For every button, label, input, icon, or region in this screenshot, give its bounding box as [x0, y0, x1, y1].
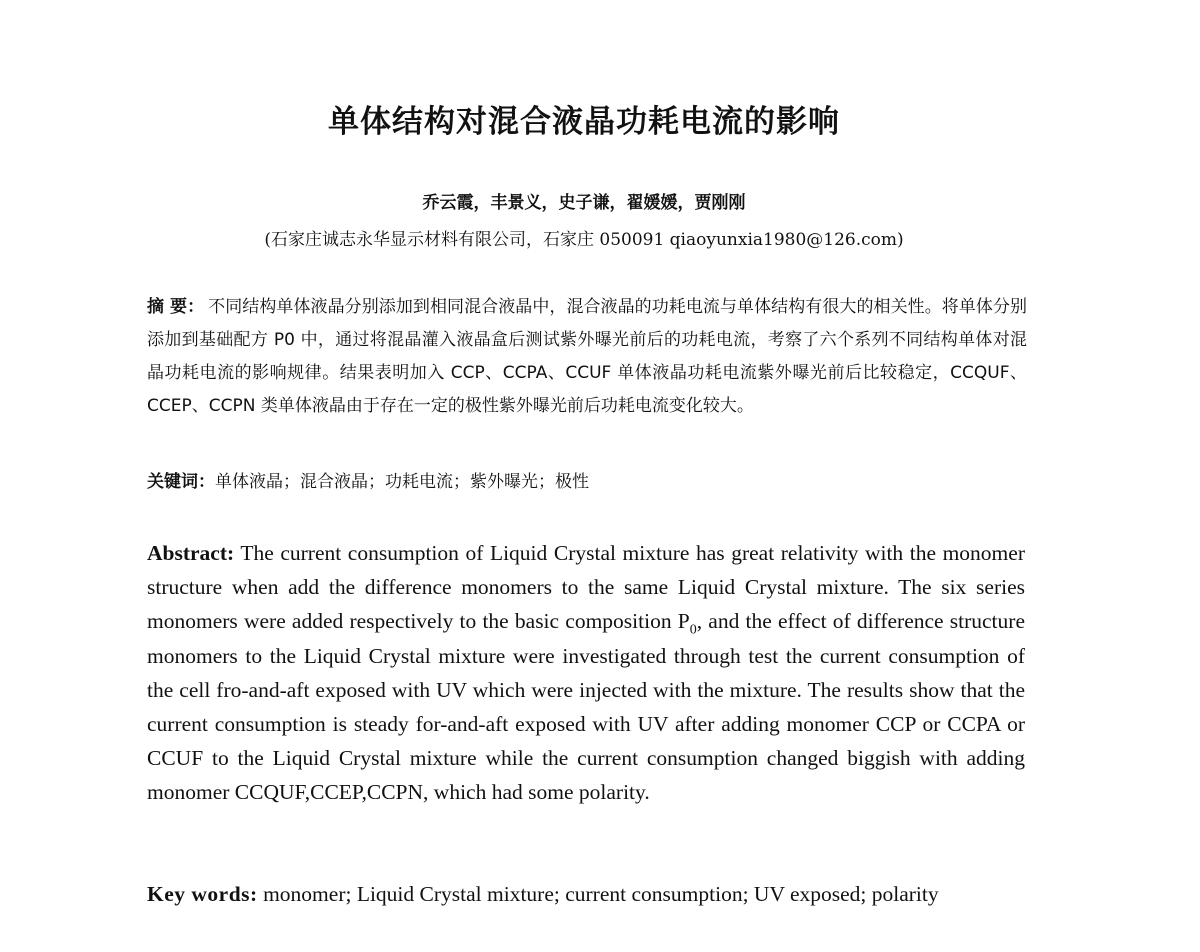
english-abstract-text-part2: , and the effect of difference structure monomers to the Liquid Crystal mixture were investigated through test the current consumption of the cell fro-and-aft exposed with UV which were injected with the mixture. The results show that the current consumption is steady for-and-aft exposed with UV after adding monomer CCP or CCPA or CCUF to the Liquid Crystal mixture while the current consumption changed biggish with adding monomer CCQUF,CCEP,CCPN, which had some polarity. — [147, 609, 1025, 805]
chinese-keywords-label: 关键词： — [147, 472, 215, 492]
english-keywords-text: monomer; Liquid Crystal mixture; current consumption; UV exposed; polarity — [263, 882, 939, 906]
chinese-abstract-text: 不同结构单体液晶分别添加到相同混合液晶中，混合液晶的功耗电流与单体结构有很大的相关性。将单体分别添加到基础配方 P0 中，通过将混晶灌入液晶盒后测试紫外曝光前后的功耗电流，考察了六个系列不同结构单体对混晶功耗电流的影响规律。结果表明加入 CCP、CCPA、CCUF 单体液晶功耗电流紫外曝光前后比较稳定，CCQUF、CCEP、CCPN 类单体液晶由于存在一定的极性紫外曝光前后功耗电流变化较大。 — [147, 297, 1028, 416]
chinese-abstract — [147, 291, 1027, 423]
chinese-keywords — [147, 466, 1027, 499]
chinese-keywords-text: 单体液晶；混合液晶；功耗电流；紫外曝光；极性 — [215, 472, 589, 492]
english-keywords — [147, 877, 1025, 911]
english-abstract — [147, 536, 1025, 810]
author-affiliation: (石家庄诚志永华显示材料有限公司，石家庄 050091 qiaoyunxia1980@126.com) — [264, 230, 904, 250]
english-abstract-label: Abstract: — [147, 541, 235, 565]
english-keywords-label: Key words: — [147, 882, 258, 906]
chinese-abstract-label: 摘 要： — [147, 297, 205, 317]
english-abstract-text-part1: The current consumption of Liquid Crystal mixture has great relativity with the monomer structure when add the difference monomers to the same Liquid Crystal mixture. The six series monomers were added respectively to the basic composition P — [147, 541, 1025, 634]
author-list: 乔云霞，丰景义，史子谦，翟媛媛，贾刚刚 — [422, 193, 746, 213]
english-abstract-subscript: 0 — [689, 622, 697, 638]
paper-title: 单体结构对混合液晶功耗电流的影响 — [328, 104, 840, 140]
